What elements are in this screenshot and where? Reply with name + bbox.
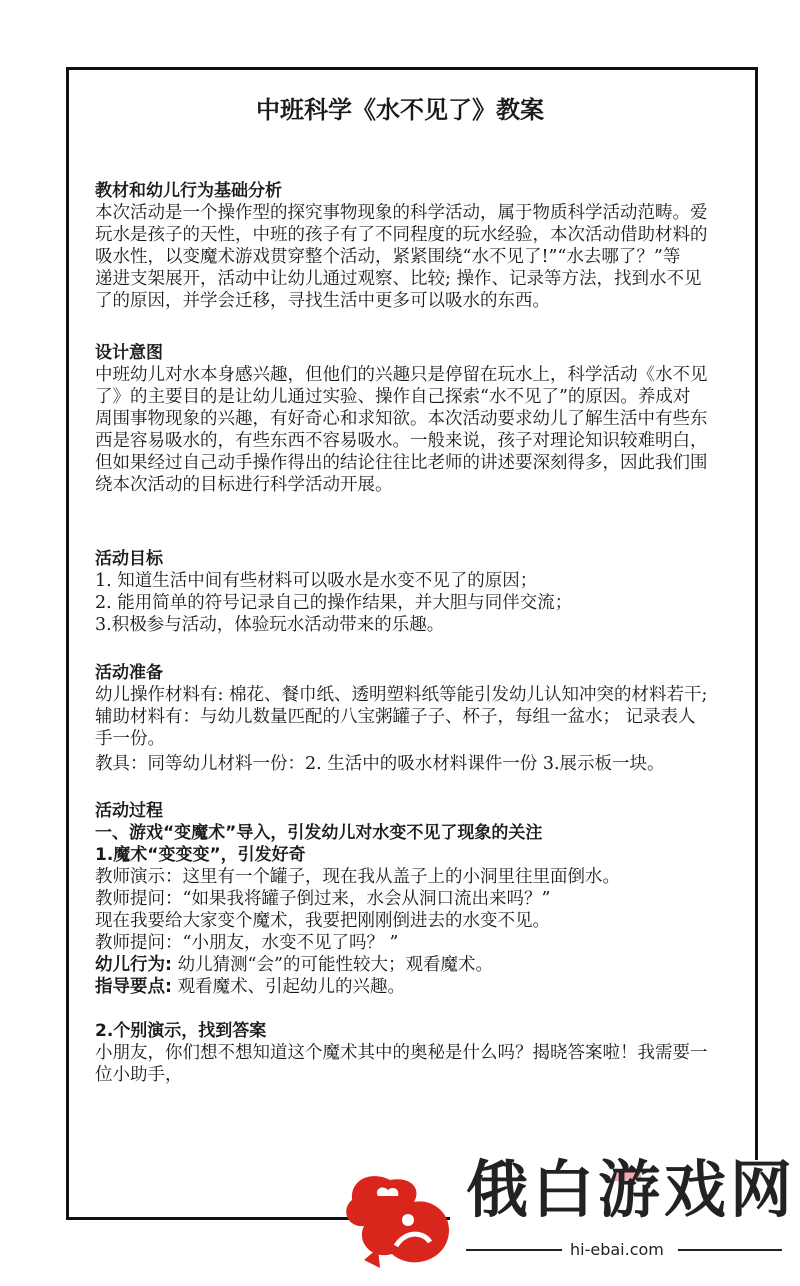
section-body [95, 684, 720, 775]
text-line: 但如果经过自己动手操作得出的结论往往比老师的讲述要深刻得多，因此我们围 [95, 453, 708, 473]
text-line: 递进支架展开，活动中让幼儿通过观察、比较; 操作、记录等方法，找到水不见 [95, 269, 702, 289]
section-body [95, 1042, 720, 1086]
section-process [95, 800, 720, 1086]
text-line: 周围事物现象的兴趣，有好奇心和求知欲。本次活动要求幼儿了解生活中有些东 [95, 409, 708, 429]
text-line: 了》的主要目的是让幼儿通过实验、操作自己探索“水不见了”的原因。养成对 [95, 387, 691, 407]
section-heading: 设计意图 [95, 343, 163, 363]
list-item: 1. 知道生活中间有些材料可以吸水是水变不见了的原因； [95, 571, 538, 591]
text-line: 手一份。 [95, 729, 165, 749]
section-heading: 活动目标 [95, 549, 163, 569]
text-line: 小朋友，你们想不想知道这个魔术其中的奥秘是什么吗？揭晓答案啦！我需要一 [95, 1043, 708, 1063]
section-body [95, 364, 720, 496]
text-line: 辅助材料有：与幼儿数量匹配的八宝粥罐子子、杯子，每组一盆水； 记录表人 [95, 707, 696, 727]
section-prep [95, 662, 720, 775]
text-line: 现在我要给大家变个魔术，我要把刚刚倒进去的水变不见。 [95, 911, 550, 931]
subsection-heading: 一、游戏“变魔术”导入，引发幼儿对水变不见了现象的关注 [95, 823, 543, 843]
text-line: 了的原因，并学会迁移，寻找生活中更多可以吸水的东西。 [95, 291, 550, 311]
watermark-brand: 俄白游戏网 [466, 1153, 797, 1226]
watermark-url-bar [466, 1238, 782, 1262]
divider-rule [678, 1249, 782, 1251]
text-line: 教具：同等幼儿材料一份：2. 生活中的吸水材料课件一份 3.展示板一块。 [95, 754, 665, 774]
section-body [95, 866, 720, 998]
subsection-heading: 2.个别演示，找到答案 [95, 1021, 267, 1041]
child-behavior-line [95, 954, 720, 976]
text-line: 教师提问：“如果我将罐子倒过来，水会从洞口流出来吗？” [95, 889, 551, 909]
section-goals [95, 548, 720, 636]
section-body [95, 570, 720, 636]
text-line: 位小助手， [95, 1065, 183, 1085]
rooster-logo-icon [346, 1176, 449, 1268]
guidance-label: 指导要点: [95, 977, 172, 997]
text-line: 中班幼儿对水本身感兴趣，但他们的兴趣只是停留在玩水上，科学活动《水不见 [95, 365, 708, 385]
section-heading: 活动过程 [95, 801, 163, 821]
watermark-url: hi-ebai.com [570, 1240, 664, 1259]
text-line: 吸水性，以变魔术游戏贯穿整个活动，紧紧围绕“水不见了!”“水去哪了？”等 [95, 247, 681, 267]
guidance-text: 观看魔术、引起幼儿的兴趣。 [172, 977, 406, 997]
divider-rule [466, 1249, 562, 1251]
text-line: 玩水是孩子的天性，中班的孩子有了不同程度的玩水经验，本次活动借助材料的 [95, 225, 708, 245]
list-item: 3.积极参与活动，体验玩水活动带来的乐趣。 [95, 615, 445, 635]
section-heading: 教材和幼儿行为基础分析 [95, 181, 282, 201]
section-analysis [95, 180, 720, 312]
guidance-line [95, 976, 720, 998]
section-intent [95, 342, 720, 496]
text-line: 教师提问：“小朋友，水变不见了吗？ ” [95, 933, 399, 953]
text-line: 绕本次活动的目标进行科学活动开展。 [95, 475, 393, 495]
child-behavior-label: 幼儿行为: [95, 955, 172, 975]
text-line: 教师演示：这里有一个罐子，现在我从盖子上的小洞里往里面倒水。 [95, 867, 620, 887]
section-heading: 活动准备 [95, 663, 163, 683]
list-item: 2. 能用简单的符号记录自己的操作结果，并大胆与同伴交流； [95, 593, 573, 613]
text-line: 幼儿操作材料有: 棉花、餐巾纸、透明塑料纸等能引发幼儿认知冲突的材料若干; [95, 685, 708, 705]
subsection-heading: 1.魔术“变变变”，引发好奇 [95, 845, 306, 865]
section-body [95, 202, 720, 312]
text-line: 西是容易吸水的，有些东西不容易吸水。一般来说，孩子对理论知识较难明白， [95, 431, 708, 451]
text-line: 本次活动是一个操作型的探究事物现象的科学活动，属于物质科学活动范畴。爱 [95, 203, 708, 223]
document-title: 中班科学《水不见了》教案 [256, 96, 544, 124]
child-behavior-text: 幼儿猜测“会”的可能性较大；观看魔术。 [172, 955, 493, 975]
